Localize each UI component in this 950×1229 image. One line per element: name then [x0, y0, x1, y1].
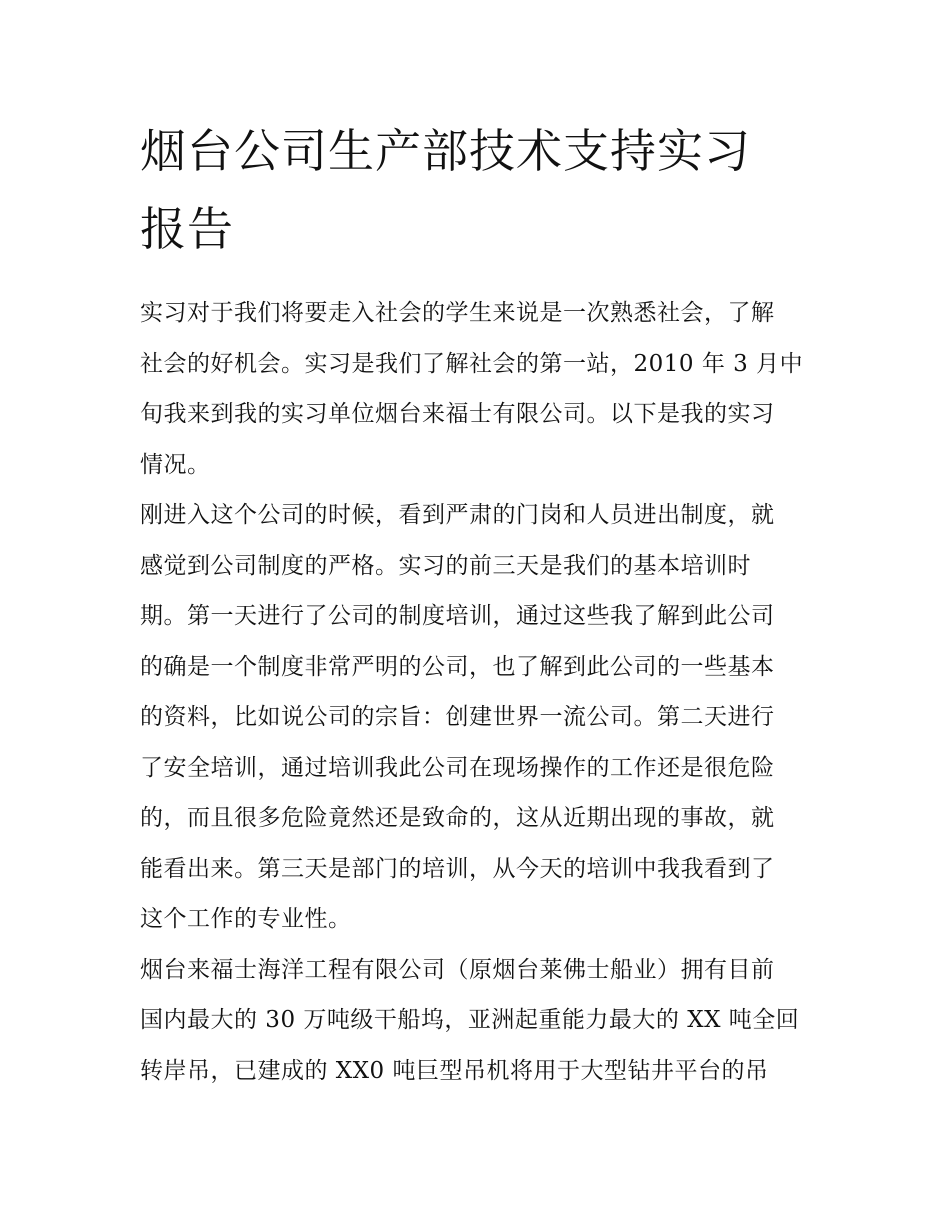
paragraph-company — [140, 945, 820, 1097]
text-line: 了安全培训，通过培训我此公司在现场操作的工作还是很危险 — [140, 754, 775, 781]
text-line: 感觉到公司制度的严格。实习的前三天是我们的基本培训时 — [140, 552, 751, 579]
text-line: 期。第一天进行了公司的制度培训，通过这些我了解到此公司 — [140, 603, 775, 629]
paragraph-intro — [140, 288, 820, 490]
text-line: 刚进入这个公司的时候，看到严肃的门岗和人员进出制度，就 — [140, 502, 775, 528]
text-line: 情况。 — [140, 451, 211, 478]
text-line: 烟台来福士海洋工程有限公司（原烟台莱佛士船业）拥有目前 — [140, 956, 775, 983]
text-line: 能看出来。第三天是部门的培训，从今天的培训中我我看到了 — [140, 855, 775, 882]
text-line: 旬我来到我的实习单位烟台来福士有限公司。以下是我的实习 — [140, 401, 775, 427]
title-line: 烟台公司生产部技术支持实习 — [140, 124, 751, 178]
document-body — [140, 112, 820, 1096]
paragraph-training — [140, 490, 820, 945]
text-line: 社会的好机会。实习是我们了解社会的第一站，2010 年 3 月中 — [140, 350, 804, 377]
text-line: 的，而且很多危险竟然还是致命的，这从近期出现的事故，就 — [140, 805, 775, 831]
text-line: 的确是一个制度非常严明的公司，也了解到此公司的一些基本 — [140, 653, 775, 680]
text-line: 这个工作的专业性。 — [140, 906, 352, 932]
text-line: 国内最大的 30 万吨级干船坞，亚洲起重能力最大的 XX 吨全回 — [140, 1007, 800, 1033]
document-title — [140, 112, 820, 268]
text-line: 的资料，比如说公司的宗旨：创建世界一流公司。第二天进行 — [140, 704, 775, 730]
text-line: 转岸吊，已建成的 XX0 吨巨型吊机将用于大型钻井平台的吊 — [140, 1057, 769, 1084]
text-line: 实习对于我们将要走入社会的学生来说是一次熟悉社会，了解 — [140, 300, 775, 326]
title-line: 报告 — [140, 202, 234, 256]
